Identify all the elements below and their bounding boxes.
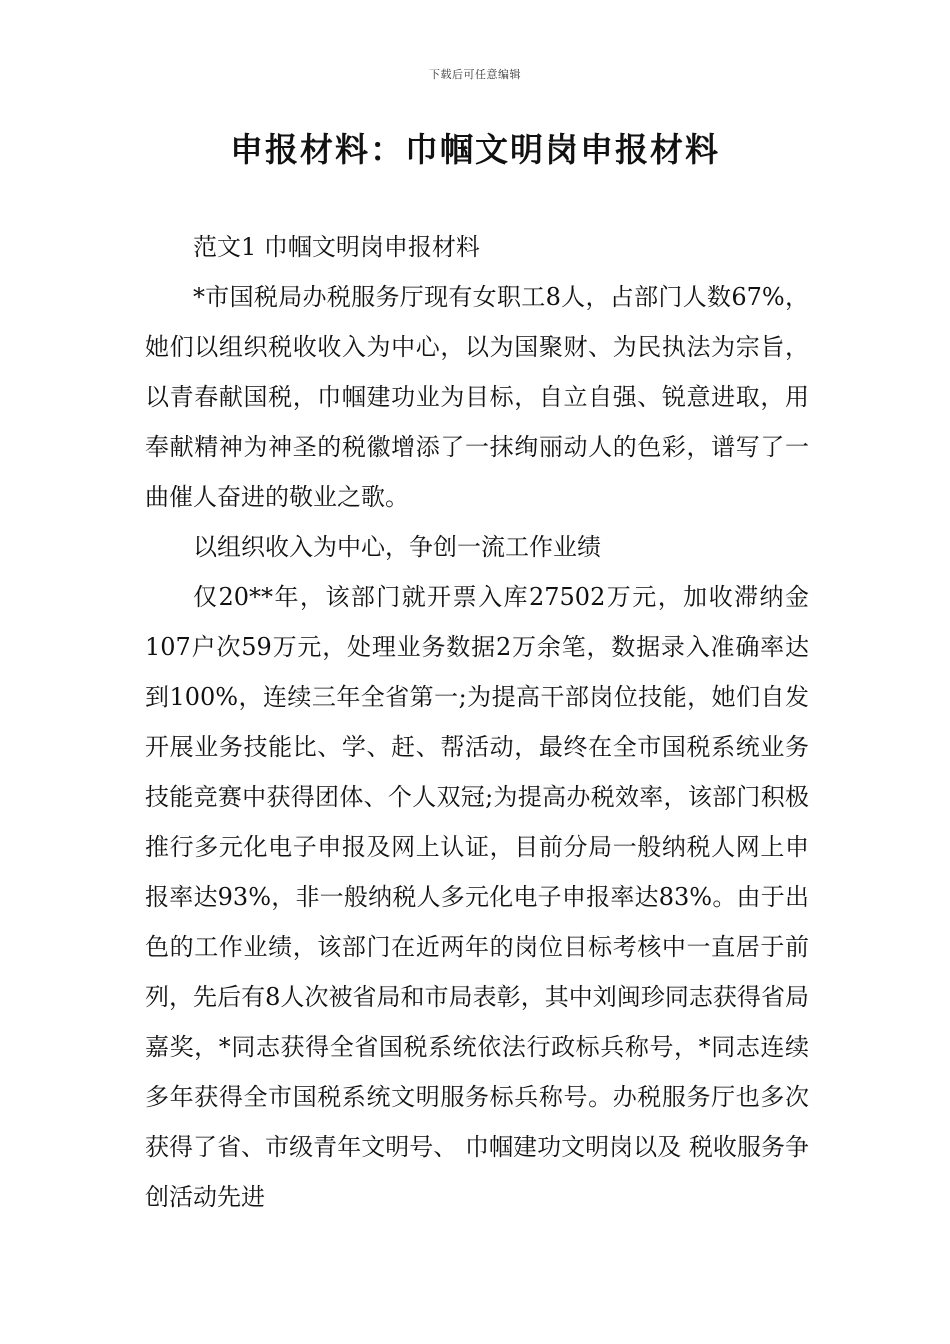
paragraph-intro: *市国税局办税服务厅现有女职工8人，占部门人数67%，她们以组织税收收入为中心，以为国聚财、为民执法为宗旨，以青春献国税，巾帼建功业为目标，自立自强、锐意进取，用奉献精神为神圣的税徽增添了一抹绚丽动人的色彩，谱写了一曲催人奋进的敬业之歌。 (145, 283, 809, 511)
document-title: 申报材料：巾帼文明岗申报材料 (230, 130, 720, 169)
page-header-note: 下载后可任意编辑 (429, 68, 521, 81)
paragraph-achievements: 仅20**年，该部门就开票入库27502万元，加收滞纳金107户次59万元，处理业务数据2万余笔，数据录入准确率达到100%，连续三年全省第一;为提高干部岗位技能，她们自发开展业务技能比、学、赶、帮活动，最终在全市国税系统业务技能竞赛中获得团体、个人双冠;为提高办税效率，该部门积极推行多元化电子申报及网上认证，目前分局一般纳税人网上申报率达93%，非一般纳税人多元化电子申报率达83%。由于出色的工作业绩，该部门在近两年的岗位目标考核中一直居于前列，先后有8人次被省局和市局表彰，其中刘闽珍同志获得省局嘉奖，*同志获得全省国税系统依法行政标兵称号，*同志连续多年获得全市国税系统文明服务标兵称号。办税服务厅也多次获得了省、市级青年文明号、 巾帼建功文明岗以及 税收服务争创活动先进 (145, 583, 809, 1211)
paragraph-sample-heading: 范文1 巾帼文明岗申报材料 (193, 233, 480, 261)
paragraph-section-heading: 以组织收入为中心，争创一流工作业绩 (193, 533, 601, 561)
document-body (145, 222, 809, 1222)
